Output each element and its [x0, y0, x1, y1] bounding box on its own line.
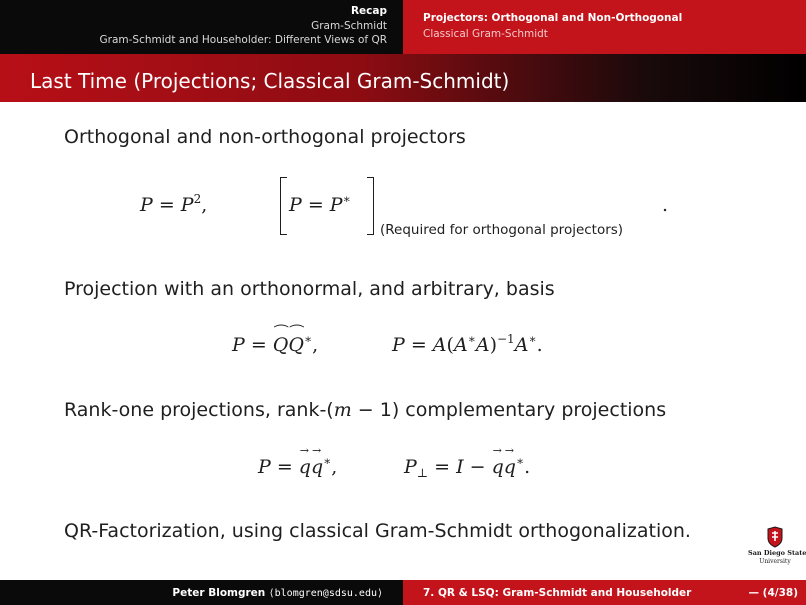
university-seal-icon	[766, 526, 784, 548]
slide-content	[0, 102, 806, 580]
top-navigation-bar	[0, 0, 806, 54]
footer-bar	[0, 580, 806, 605]
equation-orthonormal-basis: P = ⁀ Q⁀ Q∗,	[232, 332, 318, 356]
nav-section-different-views[interactable]: Gram-Schmidt and Householder: Different Views of QR	[99, 34, 387, 46]
section-navigation	[0, 0, 403, 54]
footer-page-number: — (4/38)	[748, 587, 798, 599]
equation-period: .	[662, 194, 669, 216]
item-orthogonal-projectors: Orthogonal and non-orthogonal projectors	[64, 126, 466, 148]
university-logo	[748, 526, 806, 568]
equation-rank-one: P = → q→ q∗,	[258, 454, 337, 478]
footer-lecture-section	[403, 580, 806, 605]
item-rank-one-projections: Rank-one projections, rank-(m − 1) complementary projections	[64, 399, 667, 421]
item-projection-basis: Projection with an orthonormal, and arbitrary, basis	[64, 278, 555, 300]
footer-lecture-title: 7. QR & LSQ: Gram-Schmidt and Householder	[423, 587, 692, 599]
frame-title: Last Time (Projections; Classical Gram-Schmidt)	[0, 54, 806, 102]
item-qr-factorization: QR-Factorization, using classical Gram-Schmidt orthogonalization.	[64, 520, 691, 542]
logo-text-line1: San Diego State	[748, 549, 806, 557]
orthogonal-requirement-note: (Required for orthogonal projectors)	[380, 222, 624, 238]
nav-subsection-projectors[interactable]: Projectors: Orthogonal and Non-Orthogonal	[423, 12, 683, 24]
equation-idempotent: $P = P^2$,	[140, 192, 208, 216]
equation-complementary: $P_\perp = I$ − → q→ q∗.	[404, 454, 530, 480]
equation-self-adjoint: P = P∗	[289, 192, 351, 216]
footer-email: ⟨blomgren@sdsu.edu⟩	[268, 588, 383, 599]
footer-author-section	[0, 580, 403, 605]
nav-subsection-classical-gs[interactable]: Classical Gram-Schmidt	[423, 28, 548, 40]
nav-section-gram-schmidt[interactable]: Gram-Schmidt	[311, 19, 387, 32]
footer-author: Peter Blomgren	[172, 587, 266, 599]
nav-section-recap[interactable]: Recap	[350, 5, 387, 17]
equation-arbitrary-basis: $P = A(A^∗A)^{-1}A^∗$.	[392, 332, 543, 356]
subsection-navigation	[403, 0, 806, 54]
logo-text-line2: University	[759, 558, 791, 565]
